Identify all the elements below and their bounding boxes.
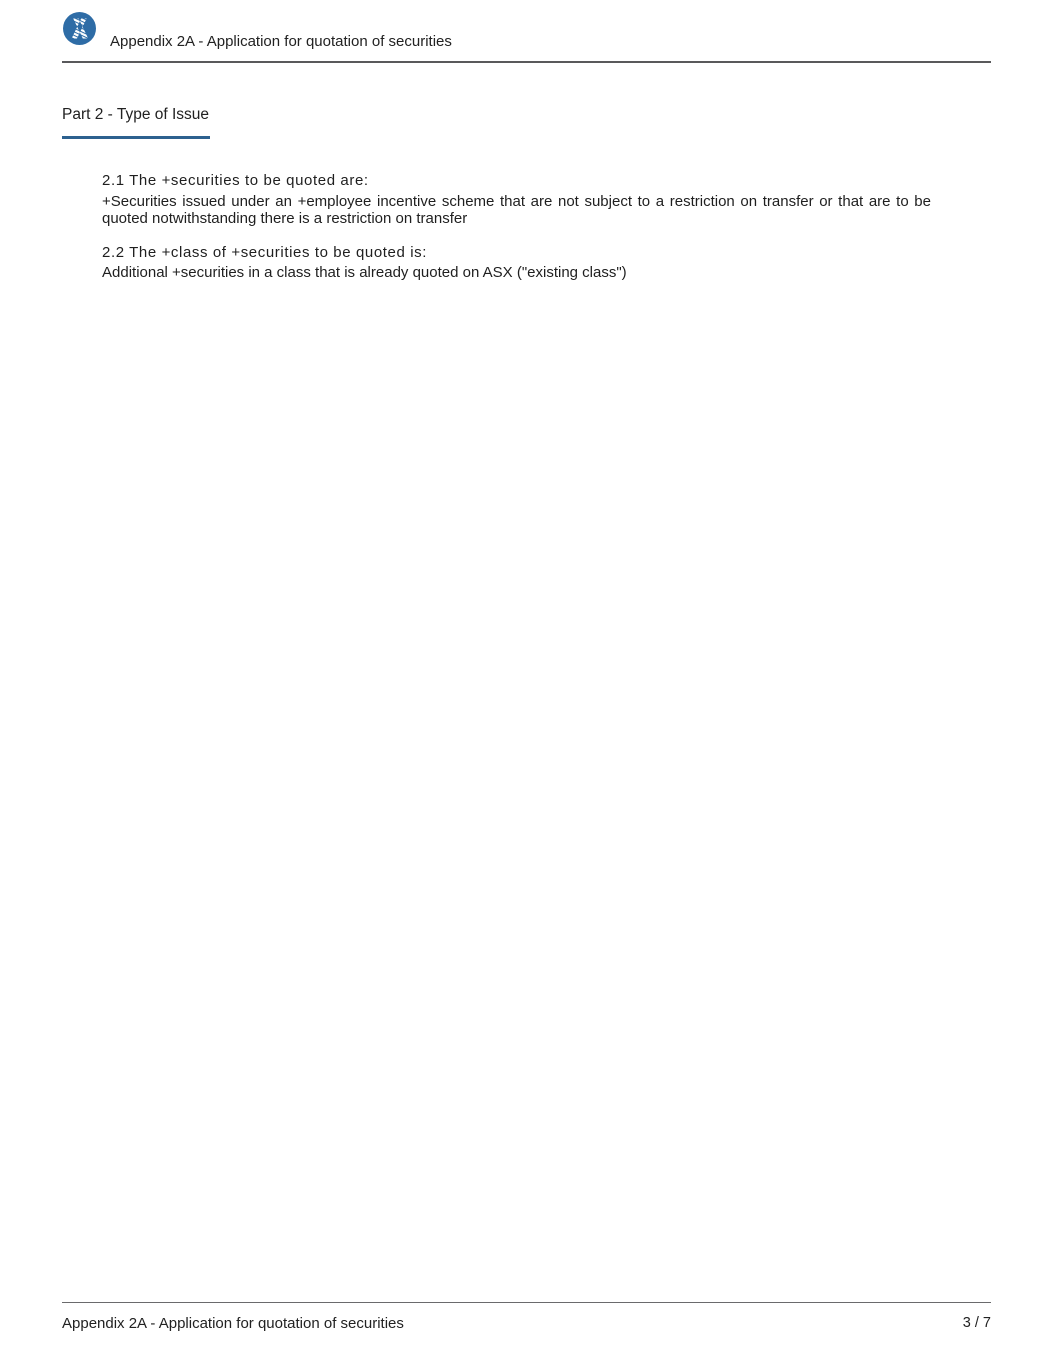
question-2-1-answer xyxy=(102,193,931,228)
question-2-2-answer xyxy=(102,264,931,282)
answer-line: Additional +securities in a class that is already quoted on ASX ("existing class") xyxy=(102,264,627,281)
footer-title: Appendix 2A - Application for quotation of securities xyxy=(62,1315,404,1332)
questions-content xyxy=(102,172,931,282)
document-footer xyxy=(62,1302,991,1332)
question-2-1 xyxy=(102,172,931,228)
document-title: Appendix 2A - Application for quotation of securities xyxy=(110,33,452,50)
answer-line: quoted notwithstanding there is a restriction on transfer xyxy=(102,210,468,227)
question-2-1-label: 2.1 The +securities to be quoted are: xyxy=(102,172,369,189)
question-2-2 xyxy=(102,244,931,282)
document-header xyxy=(62,0,991,63)
asx-logo-icon xyxy=(63,12,96,45)
question-2-2-label: 2.2 The +class of +securities to be quoted is: xyxy=(102,243,427,261)
answer-line: +Securities issued under an +employee incentive scheme that are not subject to a restriction on transfer or that are to be xyxy=(102,192,931,210)
section-title-underline xyxy=(62,136,210,139)
footer-page-indicator: 3 / 7 xyxy=(962,1315,991,1331)
section-title: Part 2 - Type of Issue xyxy=(62,106,210,123)
